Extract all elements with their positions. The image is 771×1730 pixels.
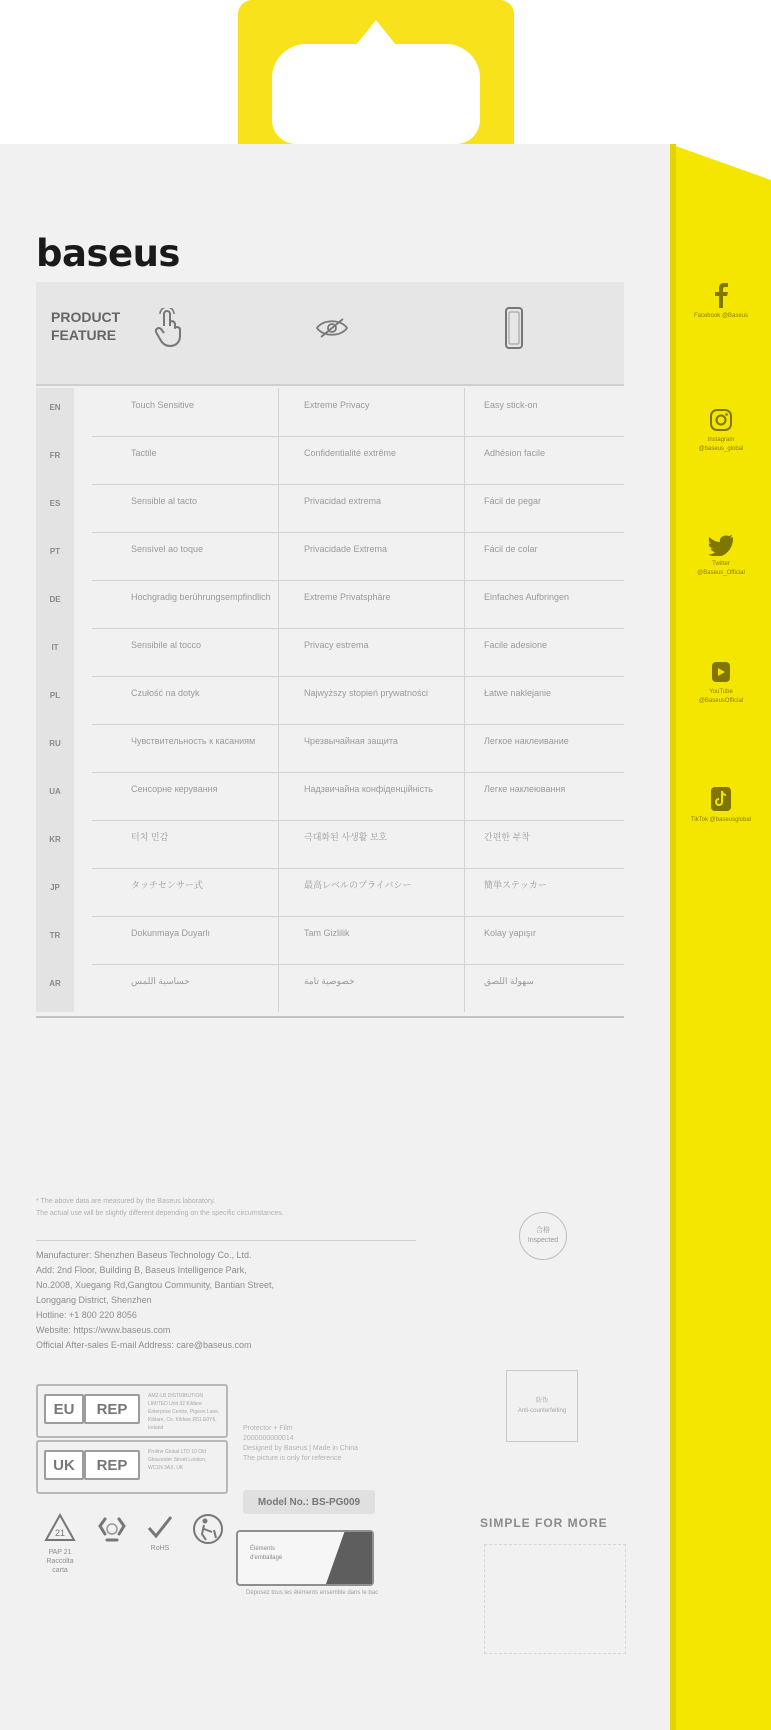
touch-cell: Tactile <box>131 448 157 458</box>
twitter-item <box>690 534 752 578</box>
touch-cell: Touch Sensitive <box>131 400 195 410</box>
table-row <box>36 484 624 532</box>
table-row <box>36 724 624 772</box>
lang-code: TR <box>49 931 61 940</box>
table-row <box>36 676 624 724</box>
facebook-label: Facebook @Baseus <box>693 313 749 319</box>
table-row <box>36 388 624 436</box>
lang-code: DE <box>49 595 61 604</box>
table-row <box>36 628 624 676</box>
package-side-edge <box>670 144 676 1730</box>
lab-note <box>36 1196 376 1220</box>
stick-cell: Łatwe naklejanie <box>484 688 552 698</box>
privacy-cell: Confidentialité extrême <box>304 448 397 458</box>
lab-note-line1: * The above data are measured by the Baseus laboratory. <box>36 1198 216 1205</box>
privacy-eye-icon <box>312 306 352 350</box>
product-info <box>243 1424 433 1464</box>
package-window <box>484 1544 626 1654</box>
touch-cell: 터치 민감 <box>131 832 169 842</box>
eu-rep-box <box>36 1384 228 1438</box>
touch-cell: Sensibile al tocco <box>131 640 202 650</box>
pap-label: PAP 21 <box>48 1549 72 1556</box>
touch-cell: Czułość na dotyk <box>131 688 200 698</box>
tiktok-label: TikTok @baseusglobal <box>690 817 752 823</box>
lang-code: IT <box>51 643 59 652</box>
feature-title-line2: FEATURE <box>51 327 117 343</box>
privacy-cell: Надзвичайна конфіденційність <box>304 784 433 794</box>
table-row <box>36 868 624 916</box>
privacy-cell: خصوصية تامة <box>304 976 355 986</box>
triman-packaging-label <box>236 1530 374 1586</box>
privacy-cell: Privacidad extrema <box>304 496 382 506</box>
instagram-icon <box>709 408 733 432</box>
privacy-cell: Extreme Privatsphäre <box>304 592 391 602</box>
table-row <box>36 436 624 484</box>
instagram-item <box>690 408 752 454</box>
stick-cell: Fácil de colar <box>484 544 538 554</box>
stick-cell: Kolay yapışır <box>484 928 537 938</box>
facebook-item <box>690 282 752 321</box>
lang-code: JP <box>50 883 60 892</box>
brand-logo: baseus <box>36 232 180 275</box>
inspected-badge-top: 合格 <box>536 1227 550 1234</box>
bin-icon <box>326 1532 372 1584</box>
rohs-icon <box>140 1512 180 1553</box>
privacy-cell: Privacidade Extrema <box>304 544 388 554</box>
lang-code: FR <box>49 451 61 460</box>
stick-cell: Easy stick-on <box>484 400 538 410</box>
product-info-line: Protector + Film <box>243 1425 293 1432</box>
touch-cell: Sensible al tacto <box>131 496 198 506</box>
stick-cell: سهولة اللصق <box>484 976 534 986</box>
table-row <box>36 916 624 964</box>
stick-cell: Adhésion facile <box>484 448 546 458</box>
stick-cell: 簡単ステッカー <box>484 880 547 890</box>
manufacturer-line: Official After-sales E-mail Address: care@baseus.com <box>36 1340 252 1350</box>
facebook-icon <box>711 282 731 308</box>
privacy-cell: Чрезвычайная защита <box>304 736 398 746</box>
touch-cell: Sensível ao toque <box>131 544 204 554</box>
feature-title <box>51 308 141 344</box>
stick-cell: 간편한 부착 <box>484 832 530 842</box>
lang-code: AR <box>49 979 61 988</box>
table-row <box>36 532 624 580</box>
lang-code: KR <box>49 835 61 844</box>
table-bottom-rule <box>36 1016 624 1018</box>
twitter-label: Twitter @Baseus_Official <box>697 561 745 576</box>
youtube-label: YouTube @BaseusOfficial <box>698 689 744 704</box>
lab-note-line2: The actual use will be slightly different depending on the specific circumstances. <box>36 1210 284 1217</box>
inspected-badge-bottom: Inspected <box>527 1237 559 1244</box>
product-feature-header <box>36 282 624 384</box>
product-info-line: 2000000000014 <box>243 1435 294 1442</box>
note-divider <box>36 1240 416 1241</box>
privacy-cell: Extreme Privacy <box>304 400 370 410</box>
uk-rep-address: Proline Global LTD 10 Old Gloucester Street London, WC1N 3AX, UK <box>148 1449 207 1471</box>
touch-cell: Dokunmaya Duyarlı <box>131 928 211 938</box>
youtube-icon <box>710 660 732 684</box>
touch-cell: Чувствительность к касаниям <box>131 736 256 746</box>
touch-cell: タッチセンサー式 <box>131 880 203 890</box>
stick-cell: Легкое наклеивание <box>484 736 569 746</box>
privacy-cell: 극대화된 사생활 보호 <box>304 832 388 842</box>
svg-text:21: 21 <box>54 1528 66 1538</box>
packaging-text <box>250 1545 320 1563</box>
privacy-cell: 最高レベルのプライバシー <box>304 880 412 890</box>
packaging-text-line1: Éléments <box>250 1546 276 1552</box>
recycle-pap-icon <box>40 1512 80 1575</box>
stick-cell: Facile adesione <box>484 640 548 650</box>
product-info-line: Designed by Baseus | Made in China <box>243 1445 359 1452</box>
eu-rep-address: AMZ-LB DISTRIBUTION LIMITED Unit 32 Kildare Enterprise Centre, Pigeon Lane, Kildare, Co. Kildare R51 E0Y6, Ireland <box>148 1393 220 1431</box>
privacy-cell: Privacy estrema <box>304 640 369 650</box>
lang-code: RU <box>49 739 61 748</box>
slogan: SIMPLE FOR MORE <box>480 1516 608 1530</box>
stick-cell: Легке наклеювання <box>484 784 566 794</box>
feature-table <box>36 388 624 1012</box>
manufacturer-line: Add: 2nd Floor, Building B, Baseus Intelligence Park, <box>36 1265 247 1275</box>
manufacturer-line: Manufacturer: Shenzhen Baseus Technology Co., Ltd. <box>36 1250 252 1260</box>
packaging-text-line2: d'emballage <box>250 1555 283 1561</box>
manufacturer-line: Website: https://www.baseus.com <box>36 1325 171 1335</box>
lang-code: PL <box>49 691 61 700</box>
manufacturer-line: No.2008, Xuegang Rd,Gangtou Community, Bantian Street, <box>36 1280 274 1290</box>
tiktok-item <box>690 786 752 825</box>
tiktok-icon <box>710 786 732 812</box>
anti-counterfeit-label <box>506 1370 578 1442</box>
uk-rep-box <box>36 1440 228 1494</box>
rep-tag: REP <box>84 1450 140 1480</box>
twitter-icon <box>708 534 734 556</box>
table-row <box>36 820 624 868</box>
lang-code: UA <box>49 787 61 796</box>
stick-cell: Einfaches Aufbringen <box>484 592 570 602</box>
feature-divider <box>36 384 624 386</box>
table-row <box>36 580 624 628</box>
touch-cell: Сенсорне керування <box>131 784 218 794</box>
rep-tag: REP <box>84 1394 140 1424</box>
touch-icon <box>148 306 188 350</box>
packaging-caption: Déposez tous les éléments ensemble dans le bac <box>246 1590 379 1596</box>
uk-tag: UK <box>44 1450 84 1480</box>
privacy-cell: Tam Gizlilik <box>304 928 350 938</box>
instagram-label: Instagram @baseus_global <box>698 437 744 452</box>
tidyman-icon <box>188 1512 228 1548</box>
touch-cell: حساسية اللمس <box>131 976 190 986</box>
stick-cell: Fácil de pegar <box>484 496 542 506</box>
manufacturer-line: Hotline: +1 800 220 8056 <box>36 1310 137 1320</box>
manufacturer-info <box>36 1248 396 1353</box>
inspected-badge <box>519 1212 567 1260</box>
table-row <box>36 772 624 820</box>
package-side <box>670 144 771 1730</box>
recycle-icon <box>92 1512 132 1548</box>
phone-outline-icon <box>494 306 534 350</box>
youtube-item <box>690 660 752 706</box>
feature-title-line1: PRODUCT <box>51 309 121 325</box>
hanger-hole <box>272 44 480 144</box>
pap-caption: Raccolta carta <box>46 1558 74 1574</box>
anti-counterfeit-bottom: Anti-counterfeiting <box>517 1408 567 1414</box>
touch-cell: Hochgradig berührungsempfindlich <box>131 592 271 602</box>
privacy-cell: Najwyższy stopień prywatności <box>304 688 429 698</box>
rohs-caption: RoHS <box>150 1545 170 1552</box>
model-number: Model No.: BS-PG009 <box>243 1490 375 1514</box>
manufacturer-line: Longgang District, Shenzhen <box>36 1295 152 1305</box>
anti-counterfeit-top: 防伪 <box>535 1398 548 1404</box>
lang-code: ES <box>49 499 61 508</box>
table-row <box>36 964 624 1012</box>
lang-code: PT <box>49 547 61 556</box>
lang-code: EN <box>49 403 61 412</box>
product-info-line: The picture is only for reference <box>243 1455 342 1462</box>
eu-tag: EU <box>44 1394 84 1424</box>
